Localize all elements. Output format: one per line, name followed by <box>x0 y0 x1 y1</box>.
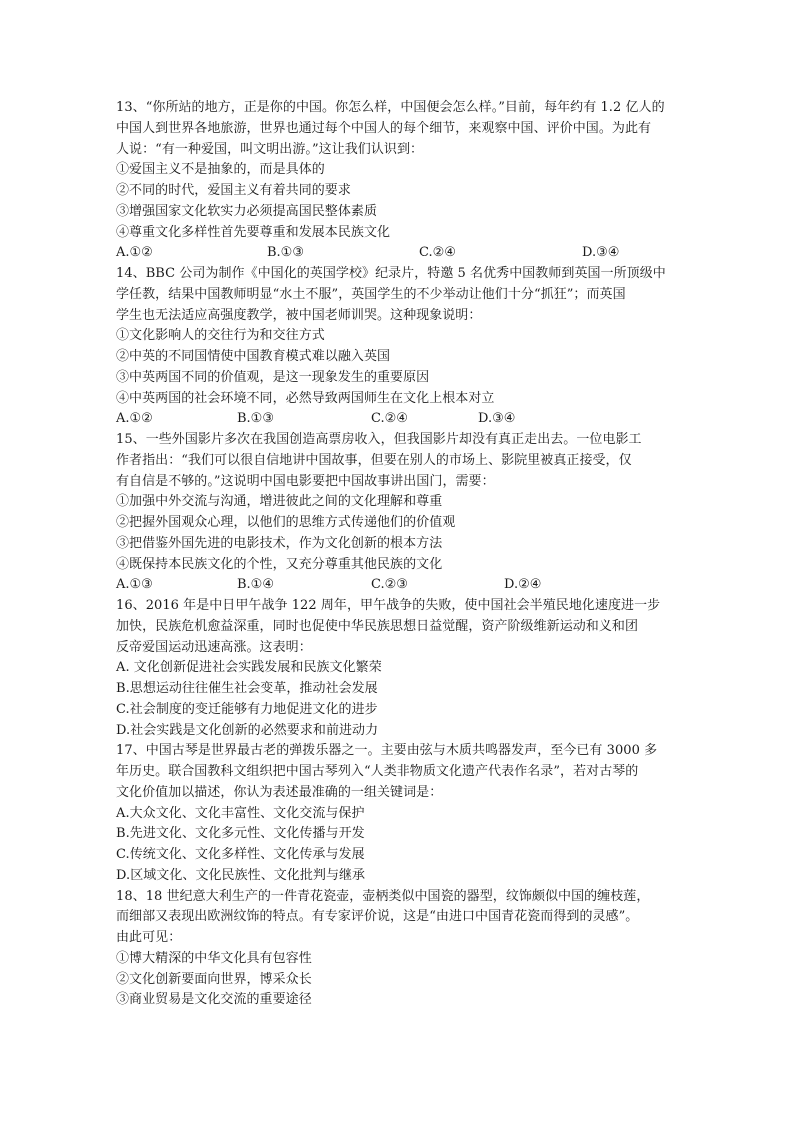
question-stem: 14、BBC 公司为制作《中国化的英国学校》纪录片，特邀 5 名优秀中国教师到英国一所顶级中 <box>116 266 666 281</box>
question-line: D.区域文化、文化民族性、文化批判与继承 <box>116 867 366 883</box>
question-line: 有自信是不够的。”这说明中国电影要把中国故事讲出国门，需要： <box>116 473 495 489</box>
question-line: ②不同的时代，爱国主义有着共同的要求 <box>116 183 351 198</box>
question-stem: 15、一些外国影片多次在我国创造高票房收入，但我国影片却没有真正走出去。一位电影工 <box>116 432 642 447</box>
question-stem: 18、18 世纪意大利生产的一件青花瓷壶，壶柄类似中国瓷的器型，纹饰颇似中国的缠枝莲， <box>116 888 650 904</box>
question-line: 文化价值加以描述，你认为表述最准确的一组关键词是： <box>116 784 443 800</box>
question-line: ②把握外国观众心理，以他们的思维方式传递他们的价值观 <box>116 515 456 530</box>
question-line: 中国人到世界各地旅游，世界也通过每个中国人的每个细节，来观察中国、评价中国。为此有 <box>116 120 652 136</box>
question-line: A.大众文化、文化丰富性、文化交流与保护 <box>116 805 365 821</box>
question-line: 加快，民族危机愈益深重，同时也促使中华民族思想日益觉醒，资产阶级维新运动和义和团 <box>116 618 639 634</box>
question-stem: 16、2016 年是中日甲午战争 122 周年，甲午战争的失败，使中国社会半殖民地化速度进一步 <box>116 598 661 613</box>
answer-option: C.②④ <box>419 245 456 261</box>
answer-option: A.①② <box>116 245 153 261</box>
answer-option: D.③④ <box>478 411 516 427</box>
question-line: ③把借鉴外国先进的电影技术，作为文化创新的根本方法 <box>116 535 443 551</box>
question-line: C.传统文化、文化多样性、文化传承与发展 <box>116 847 365 862</box>
answer-option: D.②④ <box>504 577 542 593</box>
answer-option: C.②③ <box>371 577 408 593</box>
answer-option: A.①③ <box>116 577 153 593</box>
question-line: C.社会制度的变迁能够有力地促进文化的进步 <box>116 701 378 717</box>
question-line: 由此可见： <box>116 930 182 945</box>
question-line: 人说：“有一种爱国，叫文明出游。”这让我们认识到： <box>116 141 424 157</box>
question-line: A. 文化创新促进社会实践发展和民族文化繁荣 <box>116 660 382 676</box>
question-line: 年历史。联合国教科文组织把中国古琴列入“人类非物质文化遗产代表作名录”，若对古琴的 <box>116 764 639 779</box>
question-line: ④中英两国的社会环境不同，必然导致两国师生在文化上根本对立 <box>116 390 495 406</box>
question-line: ①加强中外交流与沟通，增进彼此之间的文化理解和尊重 <box>116 494 443 510</box>
question-line: ②文化创新要面向世界，博采众长 <box>116 971 312 987</box>
question-stem: 13、“你所站的地方，正是你的中国。你怎么样，中国便会怎么样。”目前，每年约有 1.2 亿人的 <box>116 100 665 115</box>
question-line: 反帝爱国运动迅速高涨。这表明： <box>116 639 312 655</box>
question-line: D.社会实践是文化创新的必然要求和前进动力 <box>116 722 379 738</box>
question-line: ①爱国主义不是抽象的，而是具体的 <box>116 162 325 178</box>
answer-option: B.①④ <box>237 577 274 593</box>
question-line: ①文化影响人的交往行为和交往方式 <box>116 328 325 344</box>
question-line: 作者指出：“我们可以很自信地讲中国故事，但要在别人的市场上、影院里被真正接受，仅 <box>116 452 632 468</box>
question-line: ③增强国家文化软实力必须提高国民整体素质 <box>116 203 378 219</box>
question-line: ③商业贸易是文化交流的重要途径 <box>116 992 312 1008</box>
answer-option: C.②④ <box>371 411 408 427</box>
answer-option: A.①② <box>116 411 153 427</box>
answer-option: D.③④ <box>582 245 620 261</box>
question-line: ④尊重文化多样性首先要尊重和发展本民族文化 <box>116 224 391 240</box>
answer-option: B.①③ <box>267 245 304 261</box>
question-line: ①博大精深的中华文化具有包容性 <box>116 950 312 966</box>
question-line: 学生也无法适应高强度教学，被中国老师训哭。这种现象说明： <box>116 307 482 323</box>
question-stem: 17、中国古琴是世界最古老的弹拨乐器之一。主要由弦与木质共鸣器发声，至今已有 3000 多 <box>116 743 658 759</box>
question-line: 而细部又表现出欧洲纹饰的特点。有专家评价说，这是“由进口中国青花瓷而得到的灵感”。 <box>116 909 639 925</box>
answer-option: B.①③ <box>237 411 274 427</box>
question-line: B.先进文化、文化多元性、文化传播与开发 <box>116 826 365 842</box>
question-line: 学任教，结果中国教师明显“水土不服”，英国学生的不少举动让他们十分“抓狂”；而英国 <box>116 286 626 302</box>
question-line: B.思想运动往往催生社会变革，推动社会发展 <box>116 681 378 696</box>
question-line: ③中英两国不同的价值观，是这一现象发生的重要原因 <box>116 369 430 385</box>
question-line: ④既保持本民族文化的个性，又充分尊重其他民族的文化 <box>116 556 443 572</box>
question-line: ②中英的不同国情使中国教育模式难以融入英国 <box>116 349 391 364</box>
